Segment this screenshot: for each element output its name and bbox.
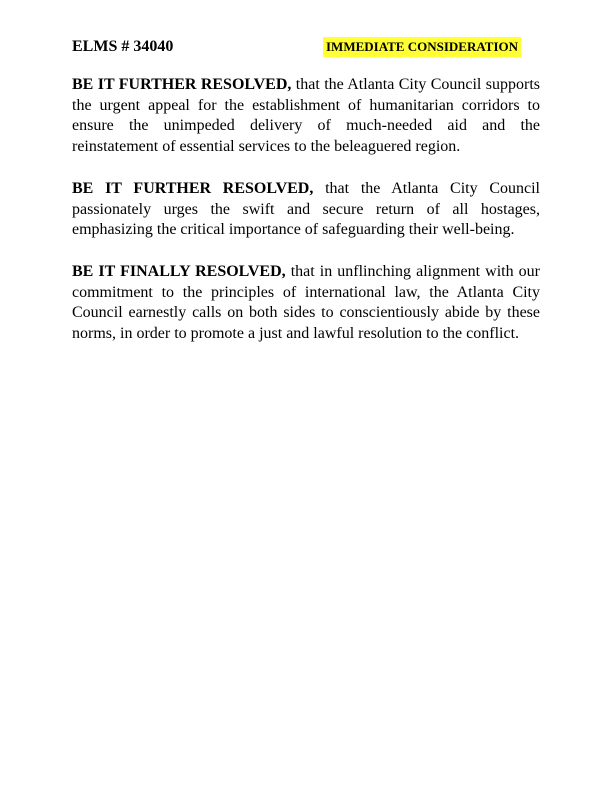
resolution-paragraph-3: [72, 262, 540, 345]
resolution-lead-2: BE IT FURTHER RESOLVED,: [72, 179, 314, 197]
resolution-text-1: that the Atlanta City Council supports the urgent appeal for the establishment of humanitarian corridors to ensure the unimpeded delivery of much-needed aid and the reinstatement of essential services to the beleaguered region.: [72, 76, 541, 156]
resolution-lead-3: BE IT FINALLY RESOLVED,: [72, 262, 286, 280]
immediate-consideration-badge: IMMEDIATE CONSIDERATION: [323, 37, 521, 57]
document-header: [72, 36, 540, 58]
elms-number: ELMS # 34040: [72, 38, 174, 55]
resolution-paragraph-2: [72, 179, 540, 241]
resolution-paragraph-1: [72, 75, 540, 158]
resolution-body: [72, 75, 540, 366]
resolution-text-3: that in unflinching alignment with our commitment to the principles of international law, the Atlanta City Council earnestly calls on both sides to conscientiously abide by these norms, in order to promote a just and lawful resolution to the conflict.: [72, 262, 541, 343]
resolution-text-2: that the Atlanta City Council passionately urges the swift and secure return of all hostages, emphasizing the critical importance of safeguarding their well-being.: [72, 179, 541, 239]
resolution-lead-1: BE IT FURTHER RESOLVED,: [72, 76, 292, 93]
